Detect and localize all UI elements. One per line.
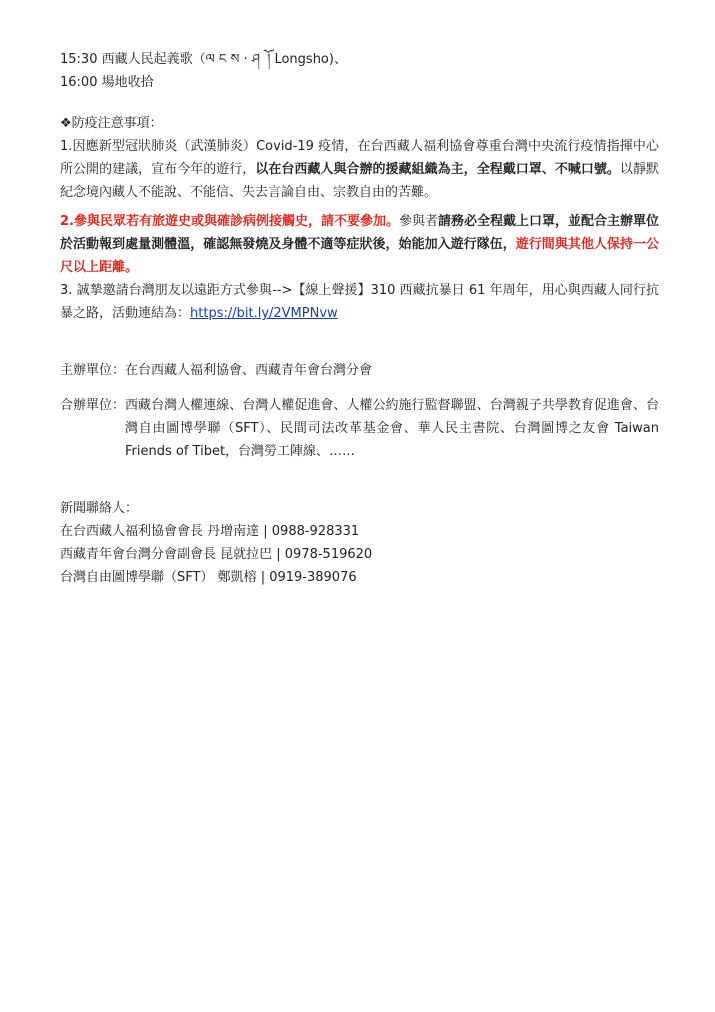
contact-3: 台灣自由圖博學聯（SFT） 鄭凱榕 | 0919-389076 <box>60 570 357 585</box>
epidemic-item-1-text: 1.因應新型冠狀肺炎（武漢肺炎）Covid-19 疫情，在台西藏人福利協會尊重台灣中央流行疫情指揮中心所公開的建議，宣布今年的遊行， <box>60 139 659 177</box>
event-link[interactable]: https://bit.ly/2VMPNvw <box>190 306 338 321</box>
schedule-line-1600: 16:00 場地收拾 <box>60 75 154 90</box>
co-organizers-label: 合辦單位： <box>60 398 126 413</box>
epidemic-item-1-tail: 以靜默紀念境內藏人不能說、不能信、失去言論自由、宗教自由的苦難。 <box>60 162 659 200</box>
epidemic-item-2-warning: 2.參與民眾若有旅遊史或與確診病例接觸史，請不要參加。 <box>60 214 399 229</box>
epidemic-item-3-text: 3. 誠摯邀請台灣朋友以遠距方式參與-->【線上聲援】310 西藏抗暴日 61 年周年，用心與西藏人同行抗暴之路，活動連結為： <box>60 283 659 321</box>
epidemic-item-1-bold: 以在台西藏人與合辦的援藏組織為主，全程戴口罩、不喊口號。 <box>255 162 620 177</box>
epidemic-item-2 <box>60 210 659 279</box>
epidemic-item-2-distance: 遊行間與其他人保持一公尺以上距離。 <box>60 237 659 275</box>
schedule-line-1530: 15:30 西藏人民起義歌（ལ ང ས · ཤ ོ ། Longsho)、 <box>60 52 347 67</box>
co-organizers-list: 西藏台灣人權連線、台灣人權促進會、人權公約施行監督聯盟、台灣親子共學教育促進會、台灣自由圖博學聯（SFT）、民間司法改革基金會、華人民主書院、台灣圖博之友會 Taiwan Friends of Tibet，台灣勞工陣線、…… <box>125 398 659 459</box>
epidemic-item-3 <box>60 279 659 325</box>
epidemic-item-2-text: 參與者 <box>398 214 438 229</box>
host-organizers: 主辦單位：在台西藏人福利協會、西藏青年會台灣分會 <box>60 363 373 378</box>
contacts-heading: 新聞聯絡人： <box>60 501 139 516</box>
epidemic-item-2-bold: 請務必全程戴上口罩，並配合主辦單位於活動報到處量測體溫，確認無發燒及身體不適等症狀後，始能加入遊行隊伍， <box>60 214 660 252</box>
contact-1: 在台西藏人福利協會會長 丹增南達 | 0988-928331 <box>60 524 360 539</box>
epidemic-heading: ❖防疫注意事項： <box>60 116 163 131</box>
contact-2: 西藏青年會台灣分會副會長 昆就拉巴 | 0978-519620 <box>60 547 373 562</box>
co-organizers <box>60 394 659 463</box>
epidemic-item-1 <box>60 135 659 204</box>
